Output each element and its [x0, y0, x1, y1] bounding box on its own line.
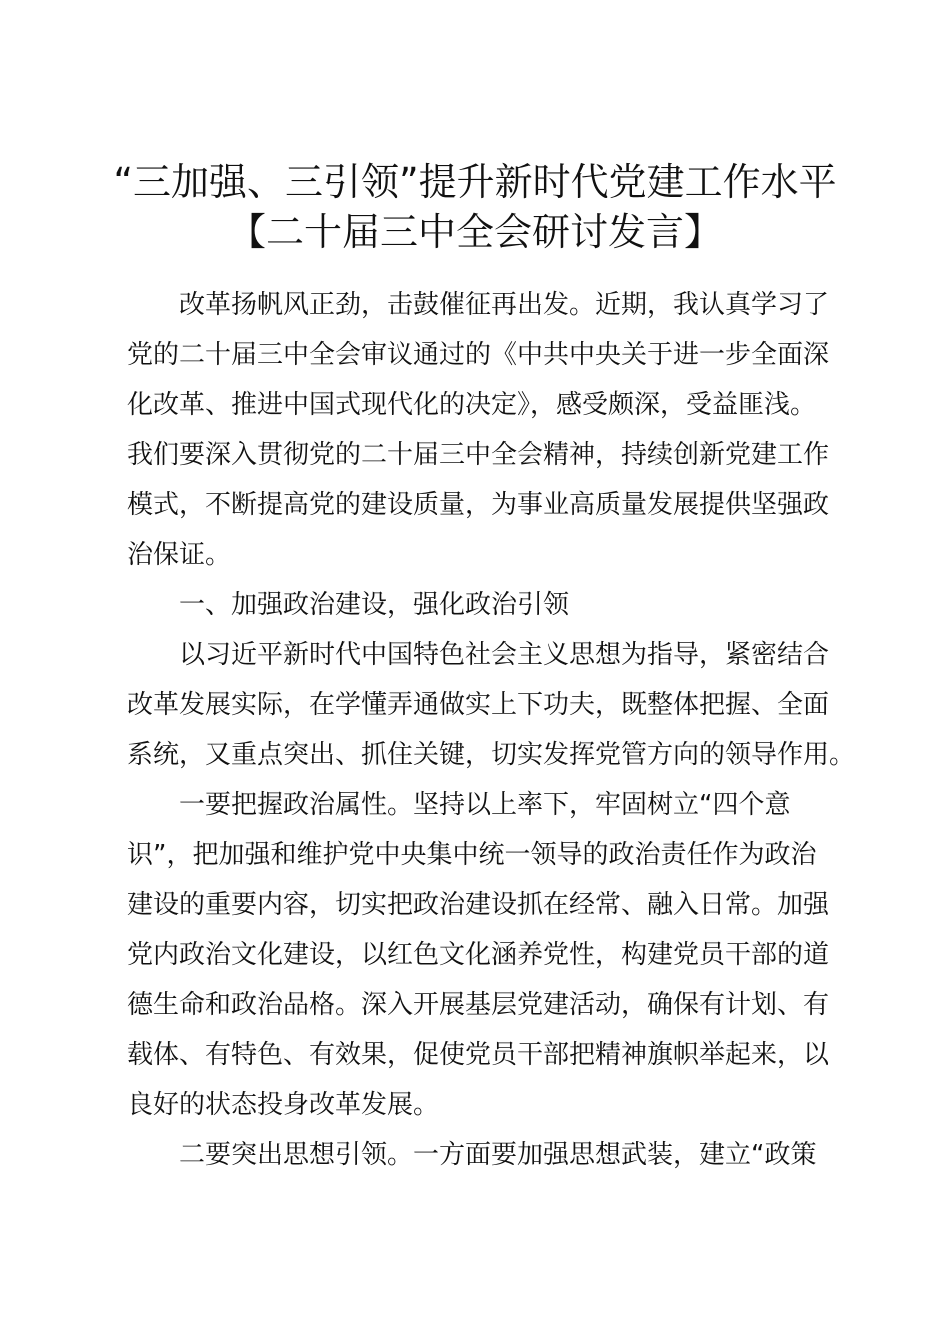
body-line: 模式，不断提高党的建设质量，为事业高质量发展提供坚强政 — [127, 490, 830, 520]
document-title-line-2: 【二十届三中全会研讨发言】 — [227, 210, 722, 254]
body-line: 以习近平新时代中国特色社会主义思想为指导，紧密结合 — [179, 640, 830, 670]
body-line: 我们要深入贯彻党的二十届三中全会精神，持续创新党建工作 — [127, 440, 830, 470]
body-line: 党内政治文化建设，以红色文化涵养党性，构建党员干部的道 — [127, 940, 830, 970]
body-line: 改革扬帆风正劲，击鼓催征再出发。近期，我认真学习了 — [179, 290, 830, 320]
document-body — [127, 280, 856, 1180]
body-line: 治保证。 — [127, 540, 232, 570]
body-line: 化改革、推进中国式现代化的决定》，感受颇深，受益匪浅。 — [127, 390, 817, 420]
document-title-line-1: “三加强、三引领”提升新时代党建工作水平 — [113, 160, 837, 204]
body-line: 党的二十届三中全会审议通过的《中共中央关于进一步全面深 — [127, 340, 830, 370]
body-line: 建设的重要内容，切实把政治建设抓在经常、融入日常。加强 — [127, 890, 830, 920]
body-line: 改革发展实际，在学懂弄通做实上下功夫，既整体把握、全面 — [127, 690, 830, 720]
body-line: 德生命和政治品格。深入开展基层党建活动，确保有计划、有 — [127, 990, 830, 1020]
body-line: 载体、有特色、有效果，促使党员干部把精神旗帜举起来，以 — [127, 1040, 830, 1070]
section-heading: 一、加强政治建设，强化政治引领 — [179, 590, 570, 620]
body-line: 系统，又重点突出、抓住关键，切实发挥党管方向的领导作用。 — [127, 740, 856, 770]
body-line: 一要把握政治属性。坚持以上率下，牢固树立“四个意 — [179, 790, 791, 820]
body-line: 二要突出思想引领。一方面要加强思想武装，建立“政策 — [179, 1140, 817, 1170]
body-line: 识”，把加强和维护党中央集中统一领导的政治责任作为政治 — [127, 840, 817, 870]
body-line: 良好的状态投身改革发展。 — [127, 1090, 440, 1120]
